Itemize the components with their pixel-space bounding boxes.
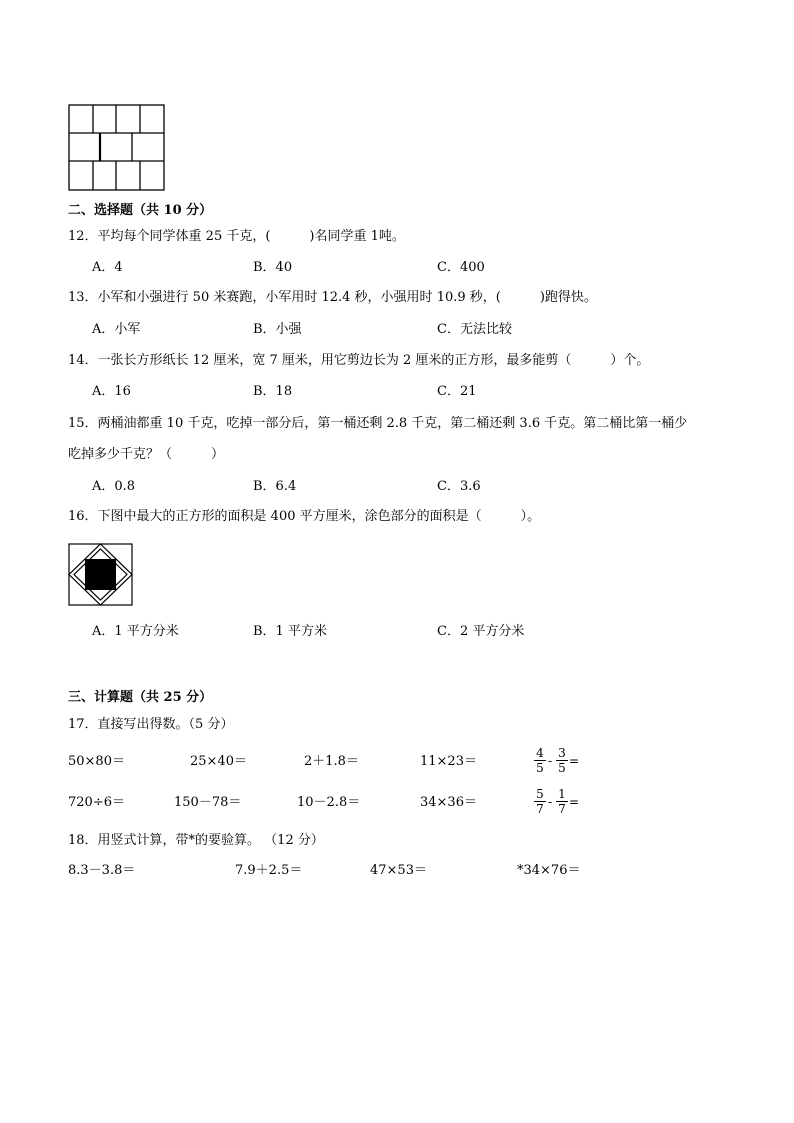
equals-sign: =	[569, 754, 580, 768]
calc-item: 2＋1.8＝	[304, 754, 359, 769]
vertical-calc-item: *34×76＝	[517, 863, 581, 878]
numerator: 5	[534, 787, 546, 802]
question-12-option-b: B．40	[253, 260, 293, 275]
question-15-stem: 15．两桶油都重 10 千克，吃掉一部分后，第一桶还剩 2.8 千克，第二桶还剩 3.6 千克。第二桶比第一桶少	[68, 416, 688, 431]
question-15-option-c: C．3.6	[437, 479, 481, 494]
fraction-1-7	[556, 787, 568, 816]
question-12-option-a: A．4	[92, 260, 123, 275]
calc-item: 50×80＝	[68, 754, 125, 769]
question-13-option-c: C．无法比较	[437, 322, 512, 337]
question-14-option-a: A．16	[92, 384, 131, 399]
calc-item: 11×23＝	[420, 754, 477, 769]
denominator: 5	[558, 761, 566, 775]
calc-item: 10－2.8＝	[297, 795, 361, 810]
question-14-option-c: C．21	[437, 384, 477, 399]
brick-grid-figure	[68, 104, 166, 192]
vertical-calc-item: 7.9＋2.5＝	[235, 863, 303, 878]
denominator: 7	[558, 802, 566, 816]
calc-item: 25×40＝	[190, 754, 247, 769]
calc-item: 150－78＝	[174, 795, 242, 810]
question-12-option-c: C．400	[437, 260, 485, 275]
equals-sign: =	[569, 795, 580, 809]
question-15-stem-continued: 吃掉多少千克？（ ）	[68, 447, 225, 462]
vertical-calc-item: 47×53＝	[370, 863, 427, 878]
calc-item: 34×36＝	[420, 795, 477, 810]
calc-item: 720÷6＝	[68, 795, 125, 810]
question-18-stem: 18．用竖式计算，带*的要验算。 （12 分）	[68, 833, 324, 848]
fraction-5-7	[534, 787, 546, 816]
question-12-stem: 12．平均每个同学体重 25 千克，( )名同学重 1吨。	[68, 229, 405, 244]
question-17-stem: 17．直接写出得数。（5 分）	[68, 717, 234, 732]
fraction-3-5	[556, 746, 568, 775]
question-16-option-c: C．2 平方分米	[437, 624, 525, 639]
numerator: 4	[534, 746, 546, 761]
denominator: 5	[536, 761, 544, 775]
section-title-calculation: 三、计算题（共 25 分）	[68, 690, 213, 705]
numerator: 3	[556, 746, 568, 761]
question-16-stem: 16．下图中最大的正方形的面积是 400 平方厘米，涂色部分的面积是（ ）。	[68, 509, 541, 524]
question-13-option-b: B．小强	[253, 322, 302, 337]
question-13-option-a: A．小军	[92, 322, 141, 337]
numerator: 1	[556, 787, 568, 802]
minus-sign: -	[548, 795, 553, 809]
minus-sign: -	[548, 754, 553, 768]
nested-squares-figure	[68, 543, 134, 607]
question-16-option-b: B．1 平方米	[253, 624, 327, 639]
question-15-option-b: B．6.4	[253, 479, 297, 494]
question-14-option-b: B．18	[253, 384, 293, 399]
question-16-option-a: A．1 平方分米	[92, 624, 179, 639]
section-title-choice: 二、选择题（共 10 分）	[68, 203, 213, 218]
question-13-stem: 13．小军和小强进行 50 米赛跑，小军用时 12.4 秒，小强用时 10.9 秒，( )跑得快。	[68, 290, 597, 305]
question-15-option-a: A．0.8	[92, 479, 136, 494]
question-14-stem: 14．一张长方形纸长 12 厘米，宽 7 厘米，用它剪边长为 2 厘米的正方形，最多能剪（ ）个。	[68, 353, 650, 368]
fraction-4-5	[534, 746, 546, 775]
vertical-calc-item: 8.3－3.8＝	[68, 863, 136, 878]
denominator: 7	[536, 802, 544, 816]
